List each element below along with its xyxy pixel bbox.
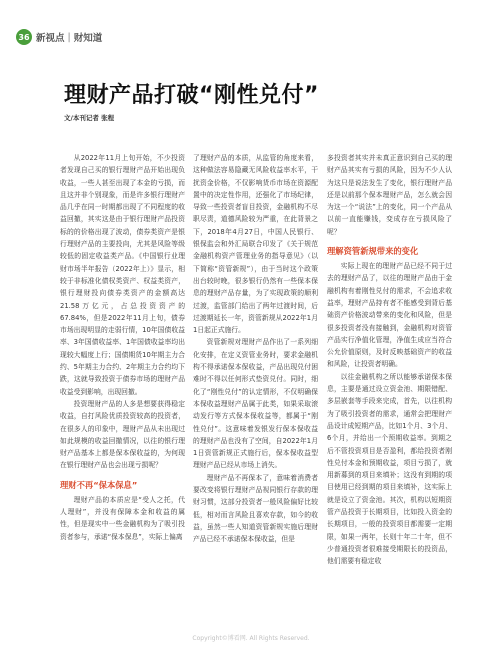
copyright-footer: Copyright©博看网. All Rights Reserved. [192,635,310,642]
paragraph: 实际上现在的理财产品已经不同于过去的理财产品了，以往的理财产品由于金融机构有着刚性兑付的需求，不会追求收益率，理财产品持有者不能感受到背后基础资产价格波动带来的变化和风险，但是很多投资者没有接触到，金融机构对资管产品实行净值化管理，净值生成应当符合公允价值原则，及时反映基础资产的收益和风险，让投资者明确。 [327,262,452,369]
page-number-badge: 36 [16,29,32,45]
paragraph: 资管新规对理财产品作出了一系列细化安排，在定义资管业务时，要求金融机构不得承诺保本保收益，产品出现兑付困难时不得以任何形式垫资兑付。同时，细化了“刚性兑付”的认定情形，不仅明确保本保收益理财产品属于此类，如果采取滚动发行等方式保本保收益等，都属于“刚性兑付”。这意味着发银发行保本保收益的理财产品也没有了空间，自2022年1月1日资管新规正式施行后，保本保收益型理财产品已经从市场上消失。 [193,338,318,470]
section-label: 新视点 [36,33,65,44]
page-header [16,29,102,45]
paragraph: 了理财产品的本质，从监管的角度来看，这种做法容易隐藏无风险收益率水平，干扰资金价格，不仅影响货币市场在资源配置中的决定性作用，还强化了市场纪律，导致一些投资者盲目投资，金融机构不尽职尽责，道德风险较为严重，在此背景之下，2018年4月27日，中国人民银行、银保监会和外汇局联合印发了《关于规范金融机构资产管理业务的指导意见》（以下简称“资管新规”），由于当时这个政策出台较时晚，很多银行仍然有一些保本保息的理财产品存量，为了实现政策的顺利过渡，监管部门给出了两年过渡时间，后过渡期延长一年，资管新规从2022年1月1日起正式施行。 [193,154,318,335]
text-column-3 [327,152,452,568]
paragraph: 从2022年11月上旬开始，不少投资者发现自己买的银行理财产品开始出现负收益，一些人甚至出现了本金的亏损，而且这并非个别现象，而是许多银行理财产品几乎在同一时期都出现了不同程度的收益回撤，其实这是由于银行理财产品投资标的的价格出现了波动，债券类资产是银行理财产品的主要投向，尤其是风险等级较低的固定收益类产品。《中国银行业理财市场半年报告（2022年上）》显示，相较于非标准化债权类资产、权益类资产，银行理财投向债券类资产的金额高达21.58万亿元，占总投资资产的67.84%，但是2022年11月上旬，债券市场出现明显的走弱行情，10年国债收益率、3年国债收益率、1年国债收益率均出现较大幅度上行；国债期货10年期主力合约、5年期主力合约、2年期主力合约均下跌，这就导致投资于债券市场的理财产品收益受到影响，出现回撤。 [60,154,185,396]
section-subheading: 理解资管新规带来的变化 [327,246,419,257]
section-tag [36,30,102,44]
text-column-1 [60,152,185,543]
section-separator: | [67,31,71,43]
paragraph: 投资理财产品的人多是想要获得稳定收益，自打风险优质投资较高的投资者，在很多人的印象中，理财产品从未出现过如此规模的收益回撤情况，以往的银行理财产品基本上都是保本保收益的，为何现在银行理财产品也会出现亏损呢？ [60,399,185,470]
column-label: 财知道 [73,33,103,44]
article-title: 理财产品打破“刚性兑付” [64,83,319,108]
article-byline: 文/本刊记者 张程 [64,114,115,122]
text-column-2 [193,152,318,546]
section-subheading: 理财不再“保本保息” [60,479,138,490]
paragraph: 理财产品不再保本了，意味着消费者要改变将银行理财产品视同银行存款的理财习惯，这部分投资者一般风险偏好比较低，相对而言风险且喜欢存款，如今的收益，虽然一些人知道资管新规实施后理财产品已经不承诺保本保收益，但是 [193,473,318,544]
paragraph: 多投资者其实并未真正意识到自己买的理财产品其实有亏损的风险，因为不少人认为这只是说法发生了变化，银行理财产品还是以前那个保本理财产品，怎么就会因为这一个“说法”上的变化，同一个产品从以前一直能赚钱，变成存在亏损风险了呢？ [327,154,452,236]
paragraph: 以往金融机构之所以能够承诺保本保息，主要是通过设立资金池、期限错配、多层嵌套等手段来完成，首先，以往机构为了吸引投资者的需求，通常会把理财产品设计成短期产品，比如1个月、3个月、6个月，并给出一个预期收益率。到期之后不管投资项目是否盈利，都给投资者刚性兑付本金和预期收益，项目亏损了，就用新募到的项目来填补；这没有到期的项目使用已经到期的项目来填补，这实际上就是设立了资金池。其次，机构以短期资管产品投资于长期项目，比如投入资金的长期项目，一般的投资项目都需要一定期限，如果一两年，长则十年二十年，但不少普通投资者很难接受期限长的投资品，他们需要有稳定收 [327,372,452,566]
paragraph: 理财产品的本质应是“受人之托，代人理财”，并没有保障本金和收益的属性，但是现实中一些金融机构为了吸引投资者参与，承诺“保本保息”，实际上偏离 [60,495,185,541]
